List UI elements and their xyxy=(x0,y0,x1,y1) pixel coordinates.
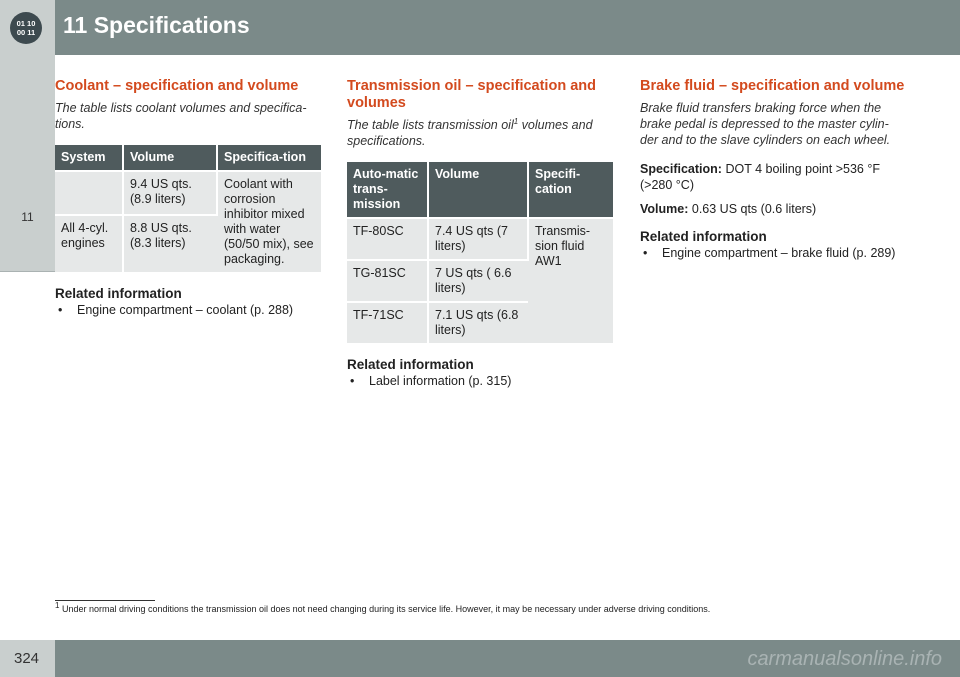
table-cell-specification: Coolant with corrosion inhibitor mixed with water (50/50 mix), see packaging. xyxy=(217,171,321,272)
brake-specification xyxy=(640,161,906,193)
page-title: 11 Specifications xyxy=(63,12,250,38)
table-header: Volume xyxy=(428,162,528,218)
footnote xyxy=(55,601,711,614)
brake-related-title: Related information xyxy=(640,229,767,244)
table-cell-specification: Transmis-sion fluid AW1 xyxy=(528,218,613,343)
coolant-related-title: Related information xyxy=(55,286,182,301)
table-cell-volume: 7.1 US qts (6.8 liters) xyxy=(428,302,528,343)
related-link[interactable] xyxy=(347,374,613,389)
brake-volume xyxy=(640,201,906,217)
table-header: Auto-matic trans-mission xyxy=(347,162,428,218)
table-row xyxy=(55,171,321,215)
table-cell-transmission: TF-80SC xyxy=(347,218,428,260)
table-cell-transmission: TF-71SC xyxy=(347,302,428,343)
volume-label: Volume: xyxy=(640,202,689,216)
page-number: 324 xyxy=(14,650,40,667)
table-header-row xyxy=(55,145,321,171)
coolant-table xyxy=(55,145,321,272)
bullet: • xyxy=(643,246,648,260)
table-header: Volume xyxy=(123,145,217,171)
table-cell-volume: 7.4 US qts (7 liters) xyxy=(428,218,528,260)
table-header-row xyxy=(347,162,613,218)
badge-line-1: 01 10 xyxy=(16,19,36,28)
transmission-intro-text: The table lists transmission oil xyxy=(347,118,514,132)
table-cell-volume: 9.4 US qts. (8.9 liters) xyxy=(123,171,217,215)
coolant-section xyxy=(55,78,321,318)
table-cell-system xyxy=(55,171,123,215)
bullet: • xyxy=(350,374,355,388)
footnote-mark: 1 xyxy=(55,601,60,610)
spec-label: Specification: xyxy=(640,162,722,176)
brake-intro: Brake fluid transfers braking force when the brake pedal is depressed to the master cylin-der and to the slave cylinders on each wheel. xyxy=(640,101,891,147)
transmission-intro xyxy=(347,117,613,149)
related-link-text: Engine compartment – coolant (p. 288) xyxy=(77,303,294,317)
sidebar-chapter-number: 11 xyxy=(21,210,34,224)
header-tab xyxy=(0,0,55,55)
coolant-title: Coolant – specification and volume xyxy=(55,78,299,94)
transmission-section xyxy=(347,78,613,389)
table-cell-volume: 8.8 US qts. (8.3 liters) xyxy=(123,215,217,272)
table-cell-transmission: TG-81SC xyxy=(347,260,428,302)
badge-line-2: 00 11 xyxy=(16,28,36,37)
volume-value: 0.63 US qts (0.6 liters) xyxy=(688,202,817,216)
coolant-intro: The table lists coolant volumes and specifica-tions. xyxy=(55,101,307,131)
footnote-text: Under normal driving conditions the transmission oil does not need changing during its service life. However, it may be necessary under adverse driving conditions. xyxy=(59,604,711,614)
watermark: carmanualsonline.info xyxy=(747,648,942,670)
table-row xyxy=(347,218,613,260)
table-header: Specifi-cation xyxy=(528,162,613,218)
related-link-text: Label information (p. 315) xyxy=(369,374,512,388)
spec-value: DOT 4 boiling point >536 °F (>280 °C) xyxy=(640,162,880,192)
chapter-badge-icon xyxy=(10,12,42,44)
brake-section xyxy=(640,78,906,261)
related-link[interactable] xyxy=(640,246,906,261)
related-link-text: Engine compartment – brake fluid (p. 289) xyxy=(662,246,896,260)
transmission-table xyxy=(347,162,613,343)
table-cell-system: All 4-cyl. engines xyxy=(55,215,123,272)
transmission-intro-end: volumes and specifications. xyxy=(347,118,593,148)
bullet: • xyxy=(58,303,63,317)
table-header: System xyxy=(55,145,123,171)
transmission-title: Transmission oil – specification and volumes xyxy=(347,78,596,111)
brake-title: Brake fluid – specification and volume xyxy=(640,78,905,94)
table-header: Specifica-tion xyxy=(217,145,321,171)
footnote-divider xyxy=(55,600,155,601)
transmission-related-title: Related information xyxy=(347,357,474,372)
table-cell-volume: 7 US qts ( 6.6 liters) xyxy=(428,260,528,302)
chapter-sidebar xyxy=(0,55,55,272)
related-link[interactable] xyxy=(55,303,321,318)
footnote-marker: 1 xyxy=(513,116,519,126)
